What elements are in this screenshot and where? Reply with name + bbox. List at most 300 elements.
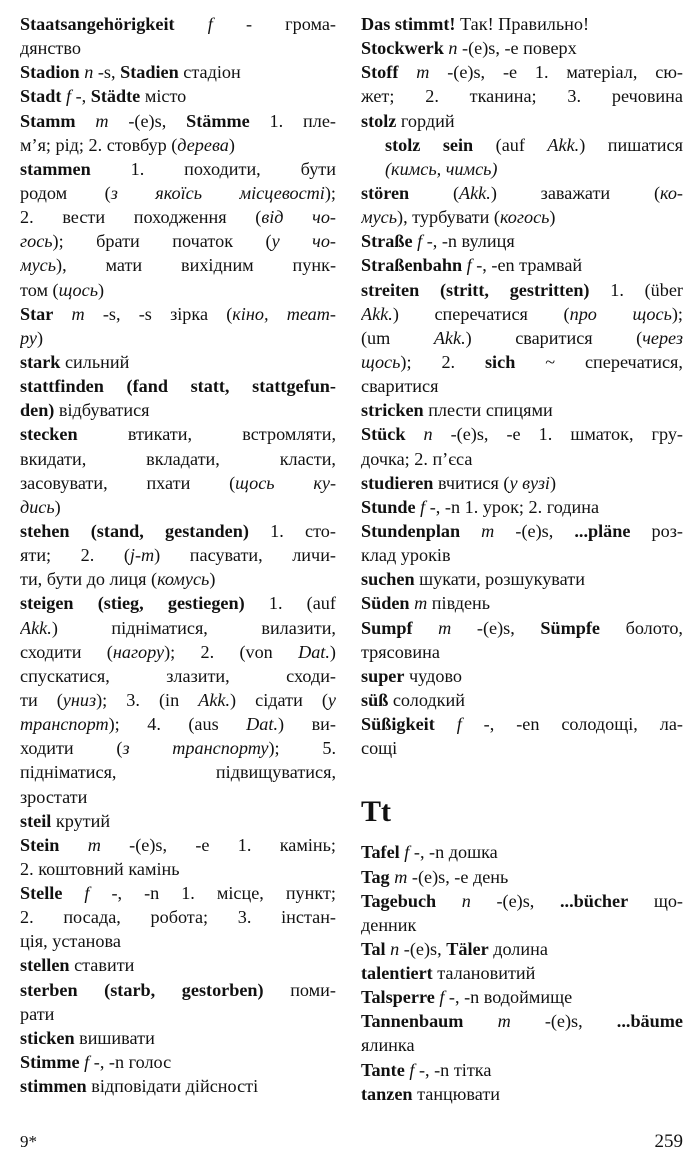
word: якоїсь (155, 182, 203, 203)
word: Stoff (361, 62, 399, 83)
grammar-note: f (409, 1059, 415, 1080)
dictionary-line (361, 229, 683, 253)
word: походження (133, 207, 227, 228)
dictionary-line (20, 205, 336, 229)
headword: stolz (361, 110, 397, 131)
headword: Tafel (361, 842, 400, 863)
translation-text: відбуватися (54, 400, 150, 421)
headword: Talsperre (361, 987, 435, 1008)
word: - (245, 14, 252, 34)
grammar-note: дись (20, 496, 55, 517)
word: 2. (20, 907, 34, 928)
word: ...bücher (559, 890, 629, 911)
translation-text: -(e)s, -e поверх (457, 38, 577, 59)
dictionary-line (20, 616, 336, 640)
headword: studieren (361, 472, 434, 493)
dictionary-line (361, 181, 683, 205)
word: камінь; (279, 834, 336, 855)
word: пункт; (285, 883, 336, 904)
word: матеріал, (566, 62, 638, 83)
s-entries-continued (361, 12, 683, 760)
dictionary-line (361, 109, 683, 133)
word: пунк- (292, 255, 336, 276)
word: (auf (495, 134, 525, 155)
word: -, (111, 883, 123, 904)
translation-text: шукати, розшукувати (414, 569, 585, 590)
word: n (461, 890, 471, 911)
word: грома- (285, 14, 336, 34)
grammar-note: n (448, 38, 458, 59)
word: шматок, (570, 424, 634, 445)
word: Stein (20, 834, 60, 855)
dictionary-line (361, 543, 683, 567)
translation-text: -, -n 1. урок; 2. година (425, 496, 600, 517)
word: вкладати, (146, 448, 220, 469)
word: жет; (361, 86, 395, 107)
word: (через (636, 327, 683, 348)
dictionary-line (20, 929, 336, 953)
word: sterben (20, 979, 78, 1000)
dictionary-line (361, 495, 683, 519)
dictionary-line (20, 591, 336, 615)
translation-text: ялинка (361, 1035, 415, 1056)
translation-text: дочка; 2. п’єса (361, 448, 473, 469)
dictionary-line (20, 664, 336, 688)
word: -(e)s, (476, 617, 515, 638)
word: (j-m) (123, 545, 161, 566)
word: 2. (20, 207, 34, 228)
word: вкидати, (20, 448, 87, 469)
translation-text: ) (97, 279, 105, 300)
dictionary-line (20, 447, 336, 471)
dictionary-line (20, 953, 336, 977)
word: 1. (237, 834, 252, 855)
word: спускатися, (20, 665, 110, 686)
word: gestanden) (165, 520, 249, 541)
word: steigen (20, 593, 74, 614)
dictionary-line (20, 157, 336, 181)
dictionary-line (20, 1050, 336, 1074)
grammar-note: f (420, 496, 426, 517)
dictionary-line (20, 1026, 336, 1050)
translation-text: -, -n дошка (409, 842, 498, 863)
word: (нагору); (106, 641, 176, 662)
word: Star (20, 303, 54, 324)
word: сідати (255, 689, 303, 710)
word: (um (361, 327, 391, 348)
word: m (438, 617, 452, 638)
dictionary-line (20, 422, 336, 446)
word: stattgefun- (252, 376, 336, 397)
dictionary-line (20, 712, 336, 736)
word: (stand, (90, 520, 144, 541)
word: streiten (361, 279, 420, 300)
translation-text: південь (427, 593, 491, 614)
word: ~ (545, 351, 556, 372)
dictionary-line (361, 913, 683, 937)
translation-text: ти, бути до лиця ( (20, 569, 158, 590)
word: сходити (20, 641, 82, 662)
word: робота; (150, 907, 209, 928)
grammar-note: n (84, 62, 94, 83)
dictionary-line (20, 374, 336, 398)
translation-text: вчитися ( (433, 472, 510, 493)
dictionary-line (20, 12, 336, 36)
translation-text: ), турбувати ( (397, 207, 500, 228)
dictionary-line (361, 422, 683, 446)
word: родом (20, 182, 68, 203)
grammar-note: щось (58, 279, 98, 300)
word: 3. (567, 86, 582, 107)
dictionary-line (20, 109, 336, 133)
word: (Akk.) (452, 182, 497, 203)
word: Akk.) (361, 303, 399, 324)
dictionary-line (20, 543, 336, 567)
dictionary-line (20, 567, 336, 591)
translation-text: ) (549, 472, 557, 493)
page-footer (20, 1130, 683, 1154)
word: -(e)s, (447, 62, 486, 83)
dictionary-line (361, 937, 683, 961)
word: теат- (286, 303, 336, 324)
word: сперечатися, (584, 351, 683, 372)
dictionary-line (361, 961, 683, 985)
dictionary-line (361, 12, 683, 36)
headword: süß (361, 689, 389, 710)
word: ку- (313, 472, 336, 493)
word: Stundenplan (361, 520, 461, 541)
word: пишатися (607, 134, 683, 155)
word: 4. (147, 714, 161, 735)
translation-text: -, -en трамвай (471, 255, 583, 276)
translation-text: -, -n тітка (414, 1059, 492, 1080)
word: ...pläne (574, 520, 631, 541)
word: початок (172, 231, 234, 252)
translation-text: чудово (404, 665, 462, 686)
word: Stück (361, 424, 406, 445)
grammar-note: n (390, 938, 400, 959)
word: вилазити, (261, 617, 336, 638)
word: m (497, 1011, 511, 1032)
word: stattfinden (20, 376, 104, 397)
headword: den) (20, 400, 55, 421)
dictionary-line (361, 1033, 683, 1057)
grammar-note: мусь (361, 207, 398, 228)
translation-text: ) (549, 207, 556, 228)
dictionary-line (20, 978, 336, 1002)
word: встромляти, (242, 424, 336, 445)
headword: Täler (446, 938, 489, 959)
word: (aus (188, 714, 219, 735)
translation-text: талановитий (432, 963, 536, 984)
headword: Städte (90, 86, 141, 107)
word: щось); (632, 303, 683, 324)
translation-text: -(e)s, (399, 938, 447, 959)
word: походити, (184, 158, 261, 179)
word: ви- (311, 714, 336, 735)
dictionary-line (361, 519, 683, 543)
word: 1. (534, 62, 549, 83)
word: -(e)s, (544, 1011, 583, 1032)
translation-text: том ( (20, 279, 59, 300)
dictionary-line (20, 302, 336, 326)
word: Tagebuch (361, 890, 437, 911)
word: Akk.) (198, 689, 237, 710)
dictionary-line (361, 133, 683, 157)
word: мати (105, 255, 143, 276)
dictionary-line (20, 640, 336, 664)
translation-text: сильний (60, 351, 130, 372)
word: (від (255, 207, 284, 228)
dictionary-line (361, 205, 683, 229)
headword: talentiert (361, 963, 433, 984)
word: (щось (229, 472, 275, 493)
word: класти, (279, 448, 336, 469)
translation-text: сощі (361, 738, 398, 759)
word: (auf (306, 593, 336, 614)
translation-text: місто (140, 86, 187, 107)
signature-mark: 9* (20, 1132, 37, 1151)
grammar-note: f (466, 255, 472, 276)
word: gestiegen) (167, 593, 245, 614)
word: -(e)s, (515, 520, 554, 541)
word: що- (653, 890, 683, 911)
headword: Tante (361, 1059, 405, 1080)
translation-text: дянство (20, 38, 81, 59)
translation-text: вишивати (74, 1027, 155, 1048)
word: поми- (290, 979, 336, 1000)
word: 2. (441, 351, 456, 372)
translation-text: -, (71, 86, 91, 107)
dictionary-line (20, 60, 336, 84)
word: (stritt, (439, 279, 489, 300)
dictionary-line (20, 857, 336, 881)
word: чо- (312, 231, 336, 252)
dictionary-line (20, 278, 336, 302)
dictionary-line (20, 398, 336, 422)
word: сваритися (515, 327, 593, 348)
dictionary-line (20, 1074, 336, 1098)
dictionary-line (361, 688, 683, 712)
word: -n (144, 883, 160, 904)
word: чо- (312, 207, 336, 228)
dictionary-line (20, 36, 336, 60)
word: (униз); (56, 689, 108, 710)
word: gestritten) (509, 279, 590, 300)
translation-text: сваритися (361, 376, 439, 397)
dictionary-line (361, 278, 683, 302)
word: -(e)s, (128, 110, 167, 131)
dictionary-line (361, 398, 683, 422)
word: ходити (20, 738, 74, 759)
word: n (423, 424, 433, 445)
dictionary-line (20, 688, 336, 712)
word: сю- (655, 62, 683, 83)
translation-text: ) (54, 496, 61, 517)
grammar-note: дерева (177, 134, 229, 155)
translation-text: м’я; рід; 2. стовбур ( (20, 134, 178, 155)
word: Sümpfe (540, 617, 600, 638)
word: statt, (190, 376, 230, 397)
word: Dat.) (298, 641, 336, 662)
dictionary-line (20, 471, 336, 495)
word: засовувати, (20, 472, 108, 493)
word: (starb, (104, 979, 156, 1000)
dictionary-line (361, 326, 683, 350)
dictionary-line (361, 253, 683, 277)
word: речовина (611, 86, 683, 107)
word: -e (502, 62, 518, 83)
word: 1. (181, 883, 195, 904)
word: личи- (292, 545, 336, 566)
word: яти; (20, 545, 52, 566)
dictionary-line (20, 833, 336, 857)
word: підвищуватися, (215, 762, 336, 783)
grammar-note: у вузі (509, 472, 550, 493)
dictionary-line (361, 36, 683, 60)
word: брати (96, 231, 140, 252)
word: вести (62, 207, 106, 228)
dictionary-line (20, 736, 336, 760)
translation-text: крутий (51, 810, 111, 831)
word: f (84, 883, 90, 904)
translation-text: солодкий (388, 689, 465, 710)
headword: Das stimmt! (361, 14, 456, 34)
grammar-note: m (414, 593, 428, 614)
word: -, (483, 714, 495, 735)
dictionary-line (20, 785, 336, 809)
headword: stricken (361, 400, 424, 421)
dictionary-line (20, 1002, 336, 1026)
word: гось); (20, 231, 64, 252)
headword: steil (20, 810, 52, 831)
dictionary-line (361, 865, 683, 889)
word: -e (506, 424, 521, 445)
dictionary-line (361, 374, 683, 398)
word: посада, (63, 907, 121, 928)
word: пасувати, (189, 545, 263, 566)
word: транспорту); (172, 738, 280, 759)
translation-text: клад уроків (361, 545, 451, 566)
dictionary-line (20, 229, 336, 253)
headword: Tal (361, 938, 386, 959)
translation-text: -(e)s, -e день (407, 866, 509, 887)
headword: Süden (361, 593, 410, 614)
word: 2. (80, 545, 95, 566)
grammar-note: f (439, 987, 445, 1008)
word: підніматися, (20, 762, 117, 783)
dictionary-line (361, 302, 683, 326)
headword: Stadien (120, 62, 179, 83)
word: stecken (20, 424, 78, 445)
word: сто- (305, 520, 336, 541)
word: Akk.) (20, 617, 58, 638)
word: Dat.) (246, 714, 285, 735)
left-column (20, 12, 336, 1098)
word: вихідним (181, 255, 254, 276)
word: m (71, 303, 85, 324)
word: 3. (126, 689, 140, 710)
headword: suchen (361, 569, 415, 590)
dictionary-line (361, 60, 683, 84)
grammar-note: комусь (157, 569, 210, 590)
word: пхати (146, 472, 191, 493)
word: Stämme (186, 110, 250, 131)
section-spacer (361, 760, 683, 792)
word: (stieg, (97, 593, 144, 614)
word: -(e)s, (496, 890, 535, 911)
headword: stellen (20, 955, 70, 976)
grammar-note: f (65, 86, 72, 107)
translation-text: 2. коштовний камінь (20, 858, 180, 879)
dictionary-line (20, 326, 336, 350)
word: бути (300, 158, 336, 179)
grammar-note: когось (499, 207, 550, 228)
translation-text: -, -n водоймище (444, 987, 573, 1008)
word: 5. (322, 738, 336, 759)
word: (у (265, 231, 280, 252)
grammar-note: m (394, 866, 408, 887)
word: Akk.) (433, 327, 472, 348)
word: 1. (268, 593, 283, 614)
word: 2. (425, 86, 439, 107)
page-number: 259 (654, 1131, 683, 1152)
dictionary-line (361, 84, 683, 108)
dictionary-line (20, 133, 336, 157)
translation-text: трясовина (361, 641, 440, 662)
word: щось); (361, 351, 412, 372)
headword: Stockwerk (361, 38, 444, 59)
word: 1. (270, 520, 284, 541)
headword: Stadt (20, 86, 62, 107)
word: (у (321, 689, 336, 710)
word: Stamm (20, 110, 76, 131)
translation-text: ) (228, 134, 235, 155)
headword: Straßenbahn (361, 255, 463, 276)
translation-text: Так! Правильно! (455, 14, 590, 34)
dictionary-line (361, 591, 683, 615)
grammar-note: ру (20, 327, 37, 348)
word: ла- (659, 714, 683, 735)
word: 1. (130, 158, 145, 179)
word: підніматися, (111, 617, 208, 638)
dictionary-line (361, 350, 683, 374)
translation-text: танцювати (412, 1083, 501, 1104)
translation-text: плести спицями (423, 400, 553, 421)
word: f (207, 14, 213, 34)
word: stören (361, 182, 410, 203)
word: m (95, 110, 109, 131)
headword: Stunde (361, 496, 416, 517)
word: stammen (20, 158, 91, 179)
word: втикати, (127, 424, 193, 445)
word: 1. (269, 110, 284, 131)
grammar-note: (кимсь, чимсь) (385, 158, 498, 179)
word: (über (644, 279, 683, 300)
grammar-note: f (417, 231, 423, 252)
word: (про (563, 303, 597, 324)
word: -s, (102, 303, 121, 324)
word: m (87, 834, 101, 855)
word: солодощі, (561, 714, 638, 735)
word: gestorben) (181, 979, 264, 1000)
dictionary-line (361, 1009, 683, 1033)
headword: Stimme (20, 1052, 80, 1073)
dictionary-line (361, 1058, 683, 1082)
word: мусь), (20, 255, 67, 276)
dictionary-line (361, 712, 683, 736)
word: болото, (625, 617, 683, 638)
